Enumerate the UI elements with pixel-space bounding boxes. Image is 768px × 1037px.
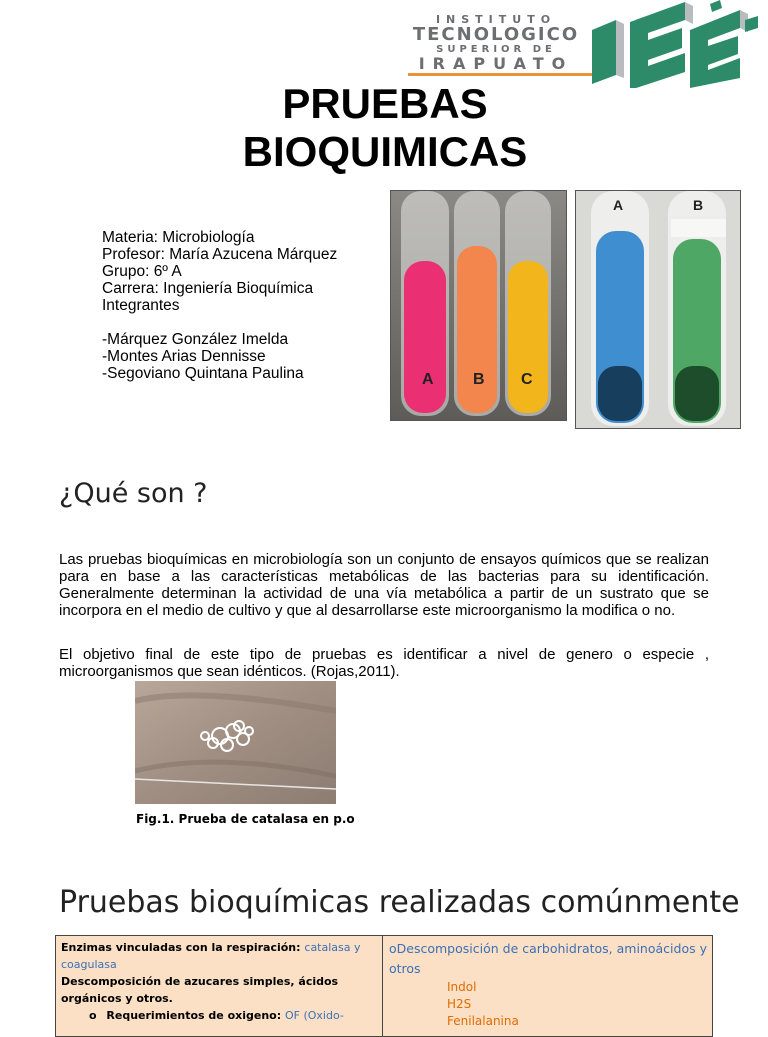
section-heading-pruebas: Pruebas bioquímicas realizadas comúnmente (59, 885, 740, 920)
institute-logo-text (410, 14, 582, 72)
tests-table (55, 935, 713, 1037)
itesi-logo-icon (590, 0, 760, 88)
definition-paragraph: Las pruebas bioquímicas en microbiología son un conjunto de ensayos químicos que se realizan para en base a las características metabólicas de las bacterias para su identificación. Generalmente determinan la actividad de una vía metabólica a partir de un sustrato que se incorpora en el medio de cultivo y que al desarrollarse este microorganismo la modifica o no. (59, 551, 709, 619)
tube-label-c: C (521, 371, 533, 388)
carbohydrate-heading: Descomposición de carbohidratos, aminoácidos y otros (389, 941, 707, 976)
test-list (389, 979, 712, 1030)
list-item: Indol (447, 980, 477, 994)
group-text: Grupo: 6º A (102, 263, 182, 280)
members-heading: Integrantes (102, 297, 180, 314)
logo-divider (408, 73, 598, 76)
member-1: -Márquez González Imelda (102, 331, 289, 348)
decomposition-text: Descomposición de azucares simples, ácidos orgánicos y otros. (61, 975, 339, 1005)
tube-label-b: B (473, 371, 485, 388)
course-info (102, 229, 392, 382)
figure-caption: Fig.1. Prueba de catalasa en p.o (136, 812, 355, 826)
page-title (170, 80, 600, 176)
subject-text: Materia: Microbiología (102, 229, 255, 246)
tube-label-a: A (422, 371, 434, 388)
professor-text: Profesor: María Azucena Márquez (102, 246, 338, 263)
tubes-abc-photo (390, 190, 567, 421)
list-item: Fenilalanina (447, 1014, 519, 1028)
title-line-2: BIOQUIMICAS (242, 128, 528, 175)
bullet-icon: o (389, 941, 397, 956)
title-line-1: PRUEBAS (282, 80, 488, 127)
catalase-photo (135, 681, 336, 804)
bullet-icon: o (89, 1009, 97, 1022)
section-heading-que-son: ¿Qué son ? (59, 478, 208, 509)
objective-paragraph: El objetivo final de este tipo de pruebas es identificar a nivel de genero o especie , microorganismos que sean idénticos. (Rojas,2011). (59, 646, 709, 680)
logo-line-4: IRAPUATO (418, 54, 574, 73)
member-3: -Segoviano Quintana Paulina (102, 365, 304, 382)
table-cell-right (389, 939, 712, 1030)
respiration-label: Enzimas vinculadas con la respiración: (61, 941, 301, 954)
tube-label-b2: B (693, 197, 704, 213)
oxygen-value: OF (Oxido- (284, 1009, 344, 1022)
member-2: -Montes Arias Dennisse (102, 348, 266, 365)
oxygen-label: Requerimientos de oxigeno: (106, 1009, 282, 1022)
tubes-ab-photo (575, 190, 741, 429)
list-item: H2S (447, 997, 472, 1011)
logo-line-3: SUPERIOR DE (436, 44, 556, 55)
tube-label-a2: A (613, 197, 624, 213)
table-cell-left (56, 936, 383, 1036)
respiration-enzymes: catalasa y coagulasa (61, 941, 361, 971)
logo-line-1: INSTITUTO (435, 13, 557, 26)
career-text: Carrera: Ingeniería Bioquímica (102, 280, 314, 297)
logo-line-2: TECNOLOGICO (412, 24, 580, 45)
